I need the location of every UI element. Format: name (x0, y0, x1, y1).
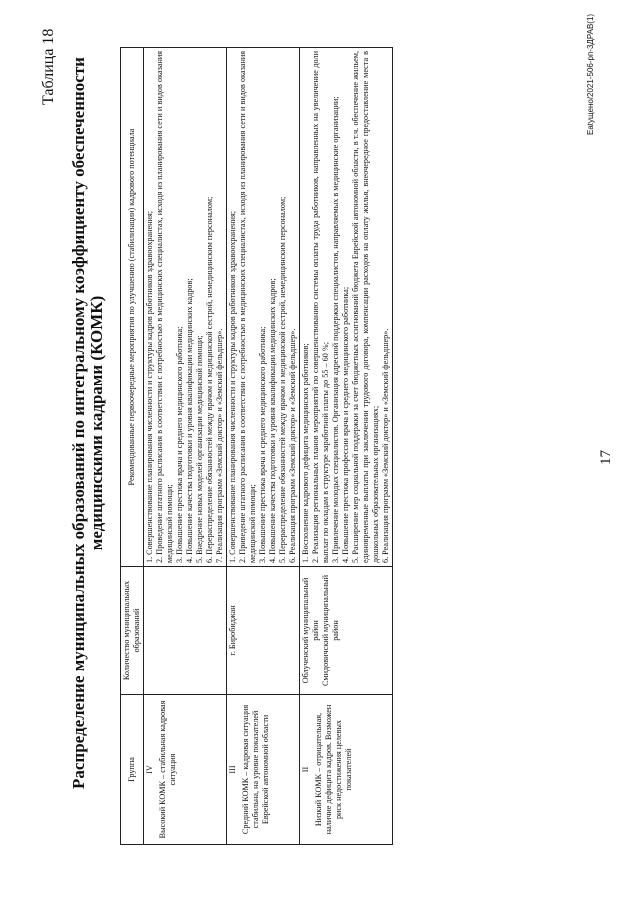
municipalities-cell (227, 567, 300, 695)
document-title: Распределение муниципальных образований по интегральному коэффициенту обеспеченности медицинскими кадрами (КОМК) (69, 57, 106, 789)
measure-item: 2. Проведение штатного расписания в соответствии с потребностью в медицинских специалистах, исходя из планирования сети и видов оказания медицинской помощи; (155, 51, 174, 563)
measure-item: 4. Повышение качества подготовки и уровня квалификации медицинских кадров; (185, 278, 194, 563)
group-cell (227, 695, 300, 845)
group-number: IV (145, 765, 154, 774)
municipality-name: Смидовичский муниципальный район (321, 574, 340, 687)
header-count: Количество муниципальных образований (121, 567, 144, 695)
table-body (144, 48, 393, 845)
measure-item: 6. Реализация программ «Земский доктор» и «Земский фельдшер». (381, 328, 390, 563)
komk-distribution-table (120, 47, 393, 845)
table-row (144, 48, 227, 845)
measure-item: 2. Приведение штатного расписания в соответствии с потребностью в медицинских специалистах, исходя из планирования сети и видов оказания медицинской помощи; (238, 51, 257, 563)
measure-item: 4. Повышение качества подготовки и уровня квалификации медицинских кадров; (268, 278, 277, 563)
footer-code: Eatyщено/2021-506-рп-3ДРАВ(1) (586, 13, 595, 135)
measures-cell (227, 48, 300, 567)
measure-item: 5. Внедрение новых моделей организации медицинской помощи; (195, 335, 204, 563)
table-label: Таблица 18 (40, 28, 57, 105)
header-group: Группа (121, 695, 144, 845)
group-cell (300, 695, 393, 845)
table-header-row (121, 48, 144, 845)
measure-item: 5. Перераспределение обязанностей между врачом и медицинской сестрой, немедицинским персоналом; (278, 196, 287, 563)
header-measures: Рекомендованные первоочередные мероприятия по улучшению (стабилизации) кадрового потенциала (121, 48, 144, 567)
group-cell (144, 695, 227, 845)
municipality-name: Облученский муниципальный район (301, 577, 320, 684)
measure-item: 7. Реализация программ «Земский доктор» и «Земский фельдшер». (215, 328, 224, 563)
measure-item: 4. Повышение престижа профессии врача и среднего медицинского работника; (341, 286, 350, 563)
measure-item: 5. Расширение мер социальной поддержки за счет бюджетных ассигнований бюджета Еврейской автономной области, в т.ч. обеспечение жильем, единовременные выплаты при заключении трудового договора, компенсации расходов на оплату жилья, внеочередное предоставление места в дошкольных образовательных организациях; (351, 51, 380, 563)
measure-item: 2. Реализация региональных планов мероприятий по совершенствованию системы оплаты труда работников, направленных на увеличение доли выплат по окладам в структуре заработной платы до 55 – 60 %; (311, 51, 330, 563)
municipality-name: г. Биробиджан (228, 605, 237, 656)
group-number: II (301, 766, 310, 773)
table-row (227, 48, 300, 845)
measure-item: 6. Реализация программ «Земский доктор» и «Земский фельдшер». (288, 328, 297, 563)
measure-item: 3. Привлечение молодых специалистов. Организация адресной поддержки специалистов, направляемых в медицинские организации; (331, 96, 340, 563)
municipalities-cell (300, 567, 393, 695)
group-number: III (228, 765, 237, 774)
measures-cell (144, 48, 227, 567)
measure-item: 6. Перераспределение обязанностей между врачом и медицинской сестрой, немедицинским персоналом; (205, 196, 214, 563)
measures-cell (300, 48, 393, 567)
page-number: 17 (598, 450, 614, 465)
group-description: Средний КОМК – кадровая ситуация стабильна, на уровне показателей Еврейской автономной области (241, 704, 270, 835)
measure-item: 1. Восполнение кадрового дефицита медицинских работников; (301, 343, 310, 563)
measure-item: 1. Совершенствование планирования численности и структуры кадров работников здравоохранения; (145, 211, 154, 563)
group-description: Высокий КОМК – стабильная кадровая ситуация (158, 700, 177, 839)
measure-item: 3. Повышение престижа врача и среднего медицинского работника; (258, 326, 267, 563)
measure-item: 1. Совершенствование планирования численности и структуры кадров работников здравоохранения; (228, 211, 237, 563)
municipalities-cell (144, 567, 227, 695)
measure-item: 3. Повышение престижа врача и среднего медицинского работника; (175, 326, 184, 563)
table-row (300, 48, 393, 845)
group-description: Низкий КОМК – отрицательная, наличие дефицита кадров. Возможен риск недостижения целевых показателей (314, 704, 353, 835)
